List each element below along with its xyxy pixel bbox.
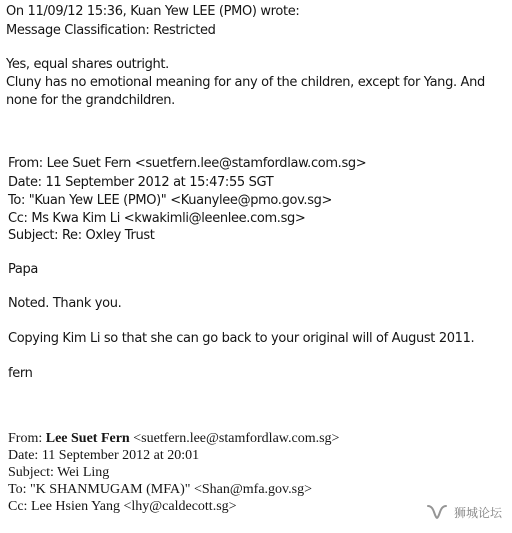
second-message-subject: Subject: Re: Oxley Trust [8, 228, 155, 243]
third-message-subject: Subject: Wei Ling [8, 465, 110, 480]
first-message-header: On 11/09/12 15:36, Kuan Yew LEE (PMO) wrote: [6, 4, 300, 19]
second-message-line: Copying Kim Li so that she can go back to your original will of August 2011. [8, 331, 475, 346]
third-message-from [8, 432, 339, 446]
sender-email: <suetfern.lee@stamfordlaw.com.sg> [129, 431, 340, 446]
first-message-body-line: Cluny has no emotional meaning for any of the children, except for Yang. And [6, 75, 485, 90]
second-message-greeting: Papa [8, 262, 39, 277]
third-message-to: To: "K SHANMUGAM (MFA)" <Shan@mfa.gov.sg> [8, 482, 312, 497]
message-classification: Message Classification: Restricted [6, 23, 216, 38]
second-message-from: From: Lee Suet Fern <suetfern.lee@stamfordlaw.com.sg> [8, 156, 367, 171]
first-message-body-line: Yes, equal shares outright. [6, 57, 169, 72]
watermark-text: 狮城论坛 [453, 505, 502, 520]
second-message-line: Noted. Thank you. [8, 296, 122, 311]
third-message-cc: Cc: Lee Hsien Yang <lhy@caldecott.sg> [8, 499, 237, 514]
second-message-signature: fern [8, 366, 33, 381]
second-message-to: To: "Kuan Yew LEE (PMO)" <Kuanylee@pmo.gov.sg> [8, 193, 333, 208]
first-message-body-line: none for the grandchildren. [6, 93, 175, 108]
sender-name: Lee Suet Fern [45, 431, 130, 446]
watermark [426, 503, 502, 521]
wechat-channel-icon [426, 503, 448, 521]
from-label: From: [8, 431, 46, 446]
second-message-date: Date: 11 September 2012 at 15:47:55 SGT [8, 175, 274, 190]
second-message-cc: Cc: Ms Kwa Kim Li <kwakimli@leenlee.com.sg> [8, 211, 306, 226]
third-message-date: Date: 11 September 2012 at 20:01 [8, 448, 200, 463]
